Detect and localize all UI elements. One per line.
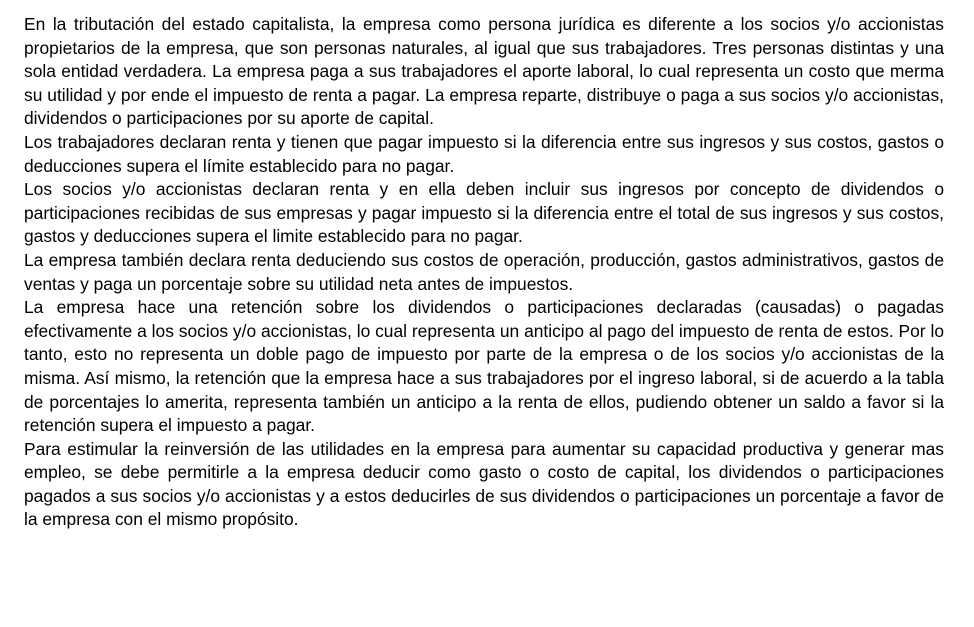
paragraph-retencion: La empresa hace una retención sobre los dividendos o participaciones declaradas (causadas) o pagadas efectivamente a los socios y/o accionistas, lo cual representa un anticipo al pago del impuesto de renta de estos. Por lo tanto, esto no representa un doble pago de impuesto por parte de la empresa o de los socios y/o accionistas de la misma. Así mismo, la retención que la empresa hace a sus trabajadores por el ingreso laboral, si de acuerdo a la tabla de porcentajes lo amerita, representa también un anticipo a la renta de ellos, pudiendo obtener un saldo a favor si la retención supera el impuesto a pagar. [24, 297, 944, 436]
paragraph-trabajadores: Los trabajadores declaran renta y tienen que pagar impuesto si la diferencia entre sus ingresos y sus costos, gastos o deducciones supera el límite establecido para no pagar. [24, 131, 944, 176]
paragraph-reinversion: Para estimular la reinversión de las utilidades en la empresa para aumentar su capacidad productiva y generar mas empleo, se debe permitirle a la empresa deducir como gasto o costo de capital, los dividendos o participaciones pagados a sus socios y/o accionistas y a estos deducirles de sus dividendos o participaciones un porcentaje a favor de la empresa con el mismo propósito. [24, 438, 944, 530]
paragraph-socios-accionistas: Los socios y/o accionistas declaran renta y en ella deben incluir sus ingresos por concepto de dividendos o participaciones recibidas de sus empresas y pagar impuesto si la diferencia entre el total de sus ingresos y sus costos, gastos y deducciones supera el limite establecido para no pagar. [24, 179, 944, 247]
paragraph-tributacion-intro: En la tributación del estado capitalista, la empresa como persona jurídica es diferente a los socios y/o accionistas propietarios de la empresa, que son personas naturales, al igual que sus trabajadores. Tres personas distintas y una sola entidad verdadera. La empresa paga a sus trabajadores el aporte laboral, lo cual representa un costo que merma su utilidad y por ende el impuesto de renta a pagar. La empresa reparte, distribuye o paga a sus socios y/o accionistas, dividendos o participaciones por su aporte de capital. [24, 14, 944, 129]
paragraph-empresa-renta: La empresa también declara renta deduciendo sus costos de operación, producción, gastos administrativos, gastos de ventas y paga un porcentaje sobre su utilidad neta antes de impuestos. [24, 249, 944, 294]
document-body [24, 13, 944, 532]
